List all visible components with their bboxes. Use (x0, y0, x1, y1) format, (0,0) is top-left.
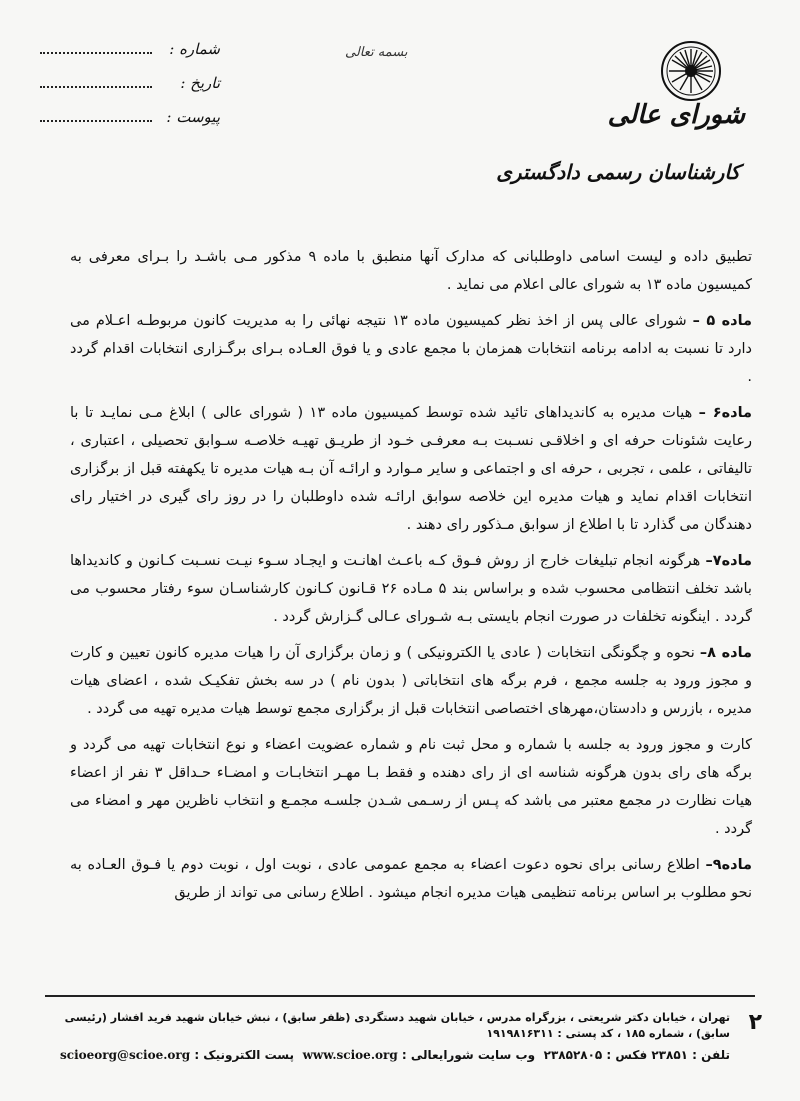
article-number: ماده۷– (705, 553, 752, 569)
footer-contact (60, 1048, 730, 1062)
meta-date-row (40, 74, 220, 108)
article-text: هرگونه انجام تبلیغات خارج از روش فـوق کـه باعـث اهانـت و ایجـاد سـوء نیـت نسـبت کـانون و کاندیداها باشد تخلف انتظامی محسوب شده و براساس بند ۵ مـاده ۲۶ قـانون کـانون کارشناسـان سوء رفتار محسوب می گردد . اینگونه تخلفات در صورت انجام بایستی بـه شـورای عـالی گـزارش گردد . (70, 553, 752, 625)
meta-number-label: شماره : (169, 40, 220, 58)
letter-body (70, 243, 752, 915)
meta-date-label: تاریخ : (180, 74, 220, 92)
article-text: اطلاع رسانی برای نحوه دعوت اعضاء به مجمع عمومی عادی ، نوبت اول ، نوبت دوم یا فـوق العـاده به نحو مطلوب بر اساس برنامه تنظیمی هیات مدیره انجام میشود . اطلاع رسانی می تواند از طریق (70, 857, 752, 901)
article-text: هیات مدیره به کاندیداهای تائید شده توسط کمیسیون ماده ۱۳ ( شورای عالی ) ابلاغ مـی نمایـد تا با رعایت شئونات حرفه ای و اخلاقـی نسـبت بـه معرفـی خـود از طریـق تهیـه خلاصـه سـوابق تحصیلی ، اعتباری ، تالیفاتی ، علمی ، تجربی ، حرفه ای و اجتماعی و سایر مـوارد و ارائـه آن بـه هیات مدیره تا یکهفته قبل از برگزاری انتخابات اقدام نماید و هیات مدیره این خلاصه سوابق ارائـه شده داوطلبان را در روز رای گیری در اختیار رای دهندگان می گذارد تا با اطلاع از سوابق مـذکور رای دهند . (70, 405, 752, 533)
footer-email-link[interactable]: scioeorg@scioe.org (60, 1048, 191, 1062)
article-8 (70, 639, 752, 723)
article-6 (70, 399, 752, 539)
article-text: شورای عالی پس از اخذ نظر کمیسیون ماده ۱۳ نتیجه نهائی را به مدیریت کانون مربوطـه اعـلام می دارد تا نسبت به ادامه برنامه انتخابات همزمان با مجمع عادی و یا فوق العـاده بـرای برگـزاری انتخابات اقدام گردد . (70, 313, 752, 385)
footer-email-label: پست الکترونیک : (194, 1048, 295, 1062)
page-number: ۲ (748, 1010, 762, 1035)
article-number: ماده ۸– (699, 645, 752, 661)
letter-meta (40, 40, 220, 142)
meta-attachment-label: پیوست : (166, 108, 220, 126)
meta-attachment-blank (40, 110, 152, 122)
article-5 (70, 307, 752, 391)
council-title: شورای عالی (607, 100, 745, 130)
footer-website-link[interactable]: www.scioe.org (302, 1048, 398, 1062)
footer-divider (45, 995, 755, 997)
article-8-continued (70, 731, 752, 843)
council-subtitle: کارشناسان رسمی دادگستری (496, 160, 740, 184)
meta-date-blank (40, 76, 152, 88)
footer-email-group (60, 1048, 294, 1062)
article-number: ماده۹– (705, 857, 753, 873)
article-number: ماده ۵ – (692, 313, 753, 329)
footer-phone: تلفن : ۲۳۸۵۱ فکس : ۲۳۸۵۲۸۰۵ (543, 1048, 730, 1062)
article-text: کارت و مجوز ورود به جلسه با شماره و محل ثبت نام و شماره عضویت اعضاء و نوع انتخابات تهیه می گردد و برگه های رای بدون هرگونه شناسه ای از رای دهنده و فقط بـا مهـر انتخابـات و امضـاء حـداقل ۳ نفر از اعضاء هیات نظارت در مجمع معتبر می باشد که پـس از رسـمی شـدن جلسـه مجمـع و انتخاب ناظرین مهر و امضاء می گردد . (70, 737, 752, 837)
meta-number-blank (40, 42, 152, 54)
footer-website-label: وب سایت شورایعالی : (401, 1048, 536, 1062)
footer-address: تهران ، خیابان دکتر شریعتی ، بزرگراه مدرس ، خیابان شهید دستگردی (ظفر سابق) ، نبش خیابان شهید فرید افشار (رئیسی سابق) ، شماره ۱۸۵ ، کد پستی : ۱۹۱۹۸۱۶۳۱۱ (64, 1011, 730, 1040)
footer-website-group (303, 1048, 535, 1062)
meta-number-row (40, 40, 220, 74)
article-7 (70, 547, 752, 631)
intro-paragraph: تطبیق داده و لیست اسامی داوطلبانی که مدارک آنها منطبق با ماده ۹ مذکور مـی باشـد را بـرای معرفی به کمیسیون ماده ۱۳ به شورای عالی اعلام می نماید . (70, 249, 752, 293)
article-number: ماده۶ – (698, 405, 752, 421)
article-9 (70, 851, 752, 907)
meta-attachment-row (40, 108, 220, 142)
article-text: نحوه و چگونگی انتخابات ( عادی یا الکترونیکی ) و زمان برگزاری آن را هیات مدیره کانون تعیین و کارت و مجوز ورود به جلسه مجمع ، فرم برگه های انتخاباتی ( بدون نام ) در سه بخش تفکیـک شده ، اعضای هیات مدیره ، بازرس و دادستان،مهرهای اختصاصی انتخابات قبل از برگزاری مجمع توسط هیات مدیره تهیه می گردد . (70, 645, 752, 717)
basmala: بسمه تعالی (345, 45, 408, 60)
council-logo-icon (660, 40, 722, 102)
